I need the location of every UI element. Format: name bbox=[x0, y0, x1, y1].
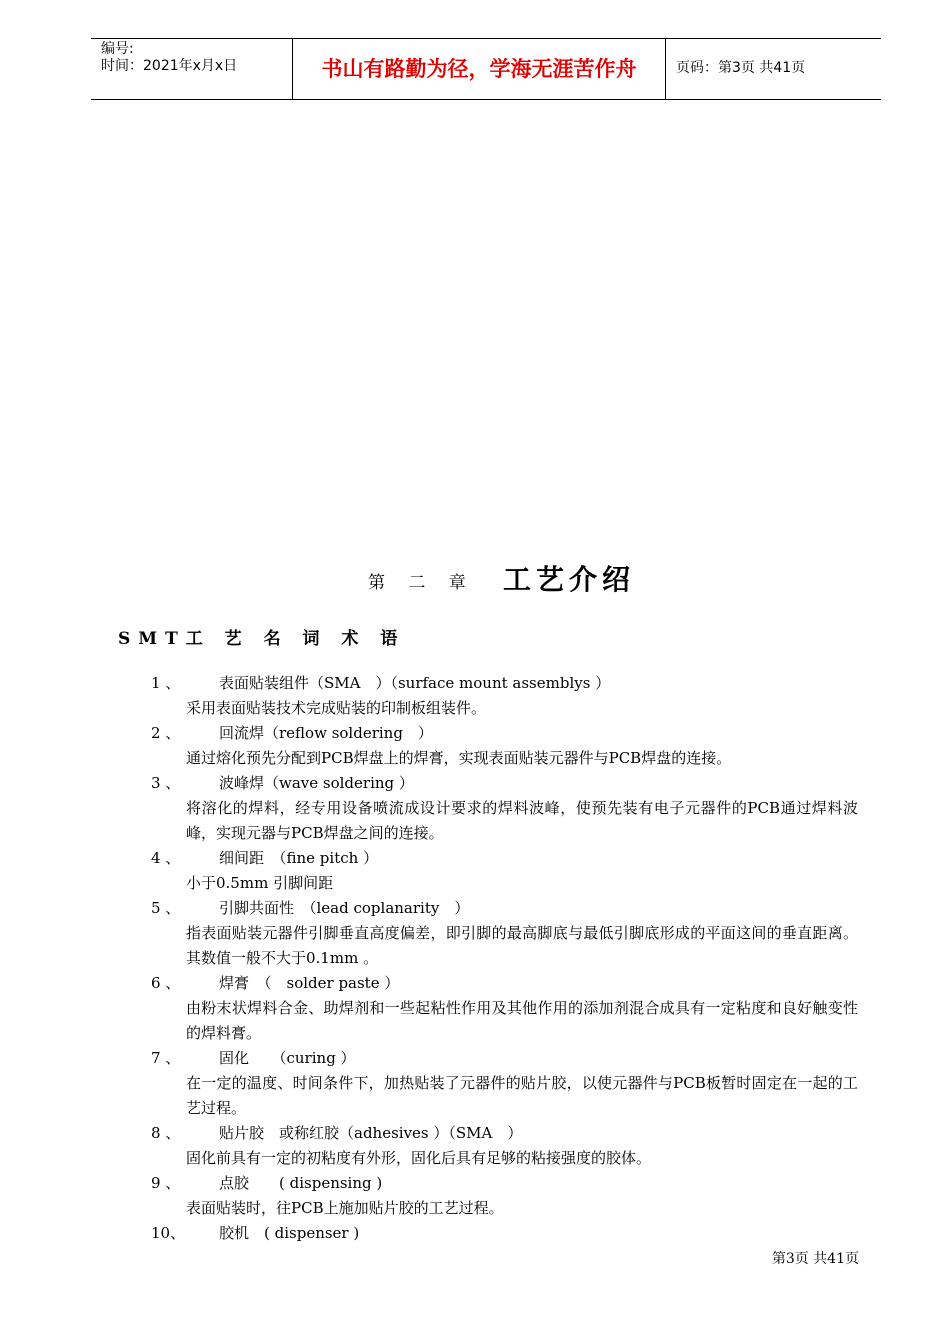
header-page-cell bbox=[666, 39, 880, 99]
term-description: 由粉末状焊料合金、助焊剂和一些起粘性作用及其他作用的添加剂混合成具有一定粘度和良好触变性的焊料膏。 bbox=[186, 999, 858, 1042]
term-name: 焊膏 （ solder paste ） bbox=[219, 974, 400, 992]
term-description: 通过熔化预先分配到PCB焊盘上的焊膏，实现表面贴装元器件与PCB焊盘的连接。 bbox=[186, 749, 732, 767]
chapter-heading bbox=[0, 555, 950, 595]
term-name: 表面贴装组件（SMA ）（surface mount assemblys ） bbox=[219, 674, 611, 692]
term-number: 3 、 bbox=[151, 774, 181, 792]
term-item bbox=[0, 1046, 950, 1121]
term-description: 小于0.5mm 引脚间距 bbox=[186, 874, 334, 892]
term-item bbox=[0, 1121, 950, 1171]
term-item bbox=[0, 671, 950, 721]
page-header bbox=[91, 38, 881, 100]
term-name: 引脚共面性 （lead coplanarity ） bbox=[219, 899, 470, 917]
term-name: 贴片胶 或称红胶（adhesives ）（SMA ） bbox=[219, 1124, 523, 1142]
header-motto-cell bbox=[293, 39, 666, 99]
term-name: 回流焊（reflow soldering ） bbox=[219, 724, 433, 742]
term-item bbox=[0, 1221, 950, 1246]
term-name: 固化 （curing ） bbox=[219, 1049, 356, 1067]
term-name: 点胶 ( dispensing ) bbox=[219, 1174, 383, 1192]
term-description: 在一定的温度、时间条件下，加热贴装了元器件的贴片胶，以使元器件与PCB板暂时固定在一起的工艺过程。 bbox=[186, 1074, 858, 1117]
term-list bbox=[0, 671, 950, 1246]
term-description: 将溶化的焊料，经专用设备喷流成设计要求的焊料波峰，使预先装有电子元器件的PCB通过焊料波峰，实现元器与PCB焊盘之间的连接。 bbox=[186, 799, 858, 842]
term-description: 指表面贴装元器件引脚垂直高度偏差，即引脚的最高脚底与最低引脚底形成的平面这间的垂直距离。其数值一般不大于0.1mm 。 bbox=[186, 924, 858, 967]
term-description: 采用表面贴装技术完成贴装的印制板组装件。 bbox=[186, 699, 487, 717]
term-item bbox=[0, 771, 950, 846]
term-item bbox=[0, 1171, 950, 1221]
term-number: 8 、 bbox=[151, 1124, 181, 1142]
term-description: 固化前具有一定的初粘度有外形，固化后具有足够的粘接强度的胶体。 bbox=[186, 1149, 652, 1167]
section-title: SMT工 艺 名 词 术 语 bbox=[118, 629, 406, 649]
term-number: 9 、 bbox=[151, 1174, 181, 1192]
term-item bbox=[0, 721, 950, 771]
page-footer: 第3页 共41页 bbox=[771, 1251, 859, 1267]
term-number: 2 、 bbox=[151, 724, 181, 742]
chapter-title: 工艺介绍 bbox=[503, 563, 636, 596]
term-name: 胶机 ( dispenser ) bbox=[219, 1224, 360, 1242]
term-number: 4 、 bbox=[151, 849, 181, 867]
term-number: 6 、 bbox=[151, 974, 181, 992]
term-number: 7 、 bbox=[151, 1049, 181, 1067]
header-meta-cell bbox=[91, 39, 293, 99]
term-item bbox=[0, 846, 950, 896]
term-number: 10、 bbox=[151, 1224, 186, 1242]
term-name: 波峰焊（wave soldering ） bbox=[219, 774, 414, 792]
document-time-label: 时间：2021年x月x日 bbox=[101, 58, 238, 74]
term-number: 5 、 bbox=[151, 899, 181, 917]
chapter-number: 第 二 章 bbox=[368, 573, 475, 593]
term-name: 细间距 （fine pitch ） bbox=[219, 849, 379, 867]
document-number-label: 编号: bbox=[101, 41, 134, 57]
term-number: 1 、 bbox=[151, 674, 181, 692]
term-description: 表面贴装时，往PCB上施加贴片胶的工艺过程。 bbox=[186, 1199, 504, 1217]
header-page-info: 页码：第3页 共41页 bbox=[676, 60, 806, 76]
header-motto: 书山有路勤为径，学海无涯苦作舟 bbox=[321, 57, 637, 81]
term-item bbox=[0, 896, 950, 971]
term-item bbox=[0, 971, 950, 1046]
